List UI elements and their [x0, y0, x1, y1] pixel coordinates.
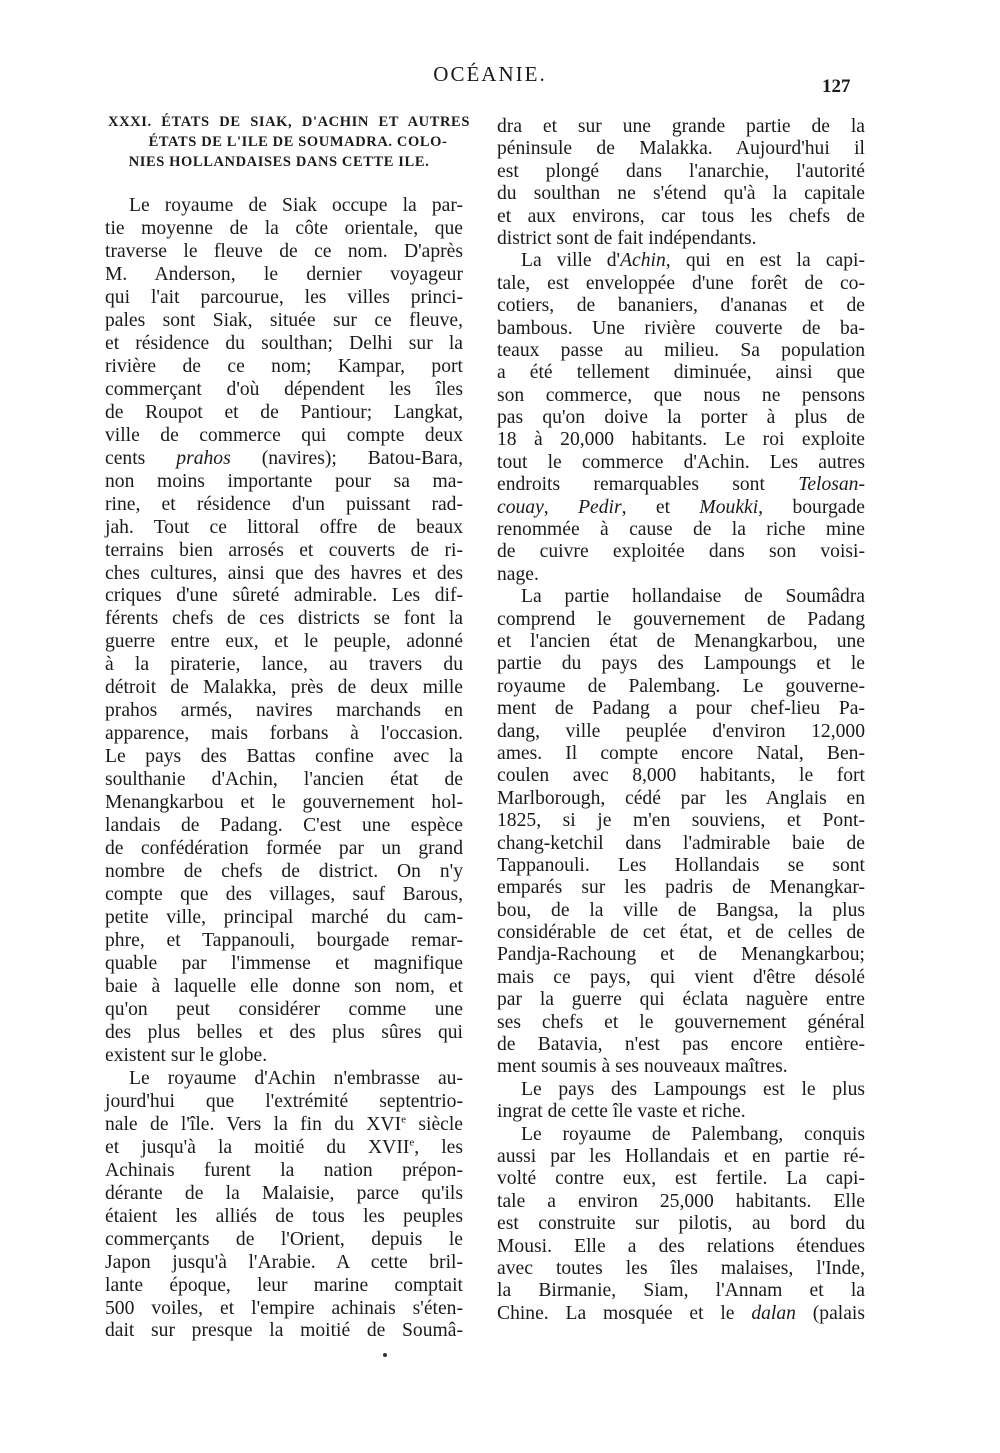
text-span: nale de l'île. Vers la fin du XVI: [105, 1113, 402, 1135]
text-line: quable par l'immense et magnifique: [105, 952, 463, 974]
text-span: siècle: [406, 1113, 463, 1135]
text-line: qui l'ait parcourue, les villes princi-: [105, 286, 463, 308]
text-line: baie à laquelle elle donne son nom, et: [105, 975, 463, 997]
text-line: ames. Il compte encore Natal, Ben-: [497, 742, 865, 764]
text-line: Le pays des Lampoungs est le plus: [521, 1078, 865, 1100]
text-line: [497, 474, 865, 496]
printer-mark: [383, 1353, 387, 1357]
text-line: apparence, mais forbans à l'occasion.: [105, 723, 463, 745]
superscript: e: [409, 1136, 415, 1149]
text-line: rivière de ce nom; Kampar, port: [105, 355, 463, 377]
text-line: par la guerre qui éclata naguère entre: [497, 989, 865, 1011]
text-line: aussi par les Hollandais et en partie ré-: [497, 1145, 865, 1167]
text-line: rine, et résidence d'un puissant rad-: [105, 493, 463, 515]
text-line: de Roupot et de Pantiour; Langkat,: [105, 401, 463, 423]
text-line: partie du pays des Lampoungs et le: [497, 653, 865, 675]
text-span: Chine. La mosquée et le: [497, 1302, 752, 1324]
heading-line: XXXI. ÉTATS DE SIAK, D'ACHIN ET AUTRES: [108, 114, 470, 130]
text-line: jourd'hui que l'extrémité septentrio-: [105, 1090, 463, 1112]
text-line: [497, 250, 865, 272]
text-line: à la piraterie, lance, au travers du: [105, 654, 463, 676]
text-line: détroit de Malakka, près de deux mille: [105, 677, 463, 699]
text-line: dang, ville peuplée d'environ 12,000: [497, 720, 865, 742]
text-line: tout le commerce d'Achin. Les autres: [497, 451, 865, 473]
text-line: ment de Padang a pour chef-lieu Pa-: [497, 698, 865, 720]
text-line: 1825, si je m'en souviens, et Pont-: [497, 810, 865, 832]
text-line: Le royaume de Siak occupe la par-: [129, 195, 463, 216]
italic-text: couay: [497, 496, 544, 518]
text-line: lante époque, leur marine comptait: [105, 1274, 463, 1296]
right-column: [497, 116, 865, 1325]
text-line: avec toutes les îles malaises, l'Inde,: [497, 1257, 865, 1279]
text-line: Le royaume de Palembang, conquis: [521, 1123, 865, 1145]
text-line: nage.: [497, 563, 539, 585]
running-title: OCÉANIE.: [433, 62, 547, 86]
text-line: et résidence du soulthan; Delhi sur la: [105, 332, 463, 354]
text-span: , et: [621, 496, 700, 518]
text-line: criques d'une sûreté admirable. Les dif-: [105, 585, 463, 607]
text-line: [105, 1114, 463, 1137]
text-line: pas qu'on doive la porter à plus de: [497, 407, 865, 429]
text-line: de cuivre exploitée dans son voisi-: [497, 541, 865, 563]
paragraph: [497, 586, 865, 1079]
text-line: et aux environs, car tous les chefs de: [497, 205, 865, 227]
text-line: chang-ketchil dans l'admirable baie de: [497, 832, 865, 854]
text-line: compte que des villages, sauf Barous,: [105, 884, 463, 906]
text-line: volté contre eux, est fertile. La capi-: [497, 1168, 865, 1190]
text-span: La ville d': [521, 250, 621, 272]
text-line: non moins importante pour sa ma-: [105, 470, 463, 492]
text-line: est plongé dans l'anarchie, l'autorité: [497, 160, 865, 182]
text-span: (palais: [795, 1302, 865, 1324]
text-line: royaume de Palembang. Le gouverne-: [497, 675, 865, 697]
italic-text: prahos: [176, 447, 231, 469]
text-line: son commerce, que nous ne pensons: [497, 384, 865, 406]
text-line: Achinais furent la nation prépon-: [105, 1159, 463, 1181]
text-line: Le pays des Battas confine avec la: [105, 746, 463, 768]
text-span: , qui en est la capi-: [665, 250, 865, 272]
text-line: commerçant d'où dépendent les îles: [105, 378, 463, 400]
text-span: endroits remarquables sont: [497, 474, 799, 496]
italic-text: Pedir: [578, 496, 622, 518]
text-line: pales sont Siak, située sur ce fleuve,: [105, 309, 463, 331]
superscript: e: [401, 1113, 406, 1126]
text-line: soulthanie d'Achin, l'ancien état de: [105, 769, 463, 791]
text-line: [497, 497, 865, 519]
text-line: étaient les alliés de tous les peuples: [105, 1205, 463, 1227]
page-number: 127: [822, 76, 851, 97]
text-line: mais ce pays, qui vient d'être désolé: [497, 966, 865, 988]
left-column: [105, 195, 463, 1343]
text-line: qu'on peut considérer comme une: [105, 998, 463, 1020]
text-line: M. Anderson, le dernier voyageur: [105, 263, 463, 285]
paragraph: [105, 195, 463, 1068]
italic-text: Telosan-: [798, 474, 865, 496]
text-line: tale a environ 25,000 habitants. Elle: [497, 1190, 865, 1212]
text-line: coulen avec 8,000 habitants, le fort: [497, 765, 865, 787]
text-line: [497, 1303, 865, 1325]
text-span: , les: [414, 1136, 464, 1158]
text-line: Japon jusqu'à l'Arabie. A cette bril-: [105, 1251, 463, 1273]
text-line: dait sur presque la moitié de Soumâ-: [105, 1320, 463, 1342]
text-line: district sont de fait indépendants.: [497, 227, 757, 249]
italic-text: Moukki: [699, 496, 759, 518]
text-line: est construite sur pilotis, au bord du: [497, 1213, 865, 1235]
heading-line: NIES HOLLANDAISES DANS CETTE ILE.: [128, 154, 430, 170]
text-line: terrains bien arrosés et couverts de ri-: [105, 539, 463, 561]
text-line: landais de Padang. C'est une espèce: [105, 815, 463, 837]
text-line: et l'ancien état de Menangkarbou, une: [497, 630, 865, 652]
text-line: Le royaume d'Achin n'embrasse au-: [129, 1067, 463, 1089]
text-span: , bourgade: [758, 496, 865, 518]
text-line: bambous. Une rivière couverte de ba-: [497, 317, 865, 339]
italic-text: dalan: [751, 1302, 796, 1324]
text-line: ment soumis à ses nouveaux maîtres.: [497, 1056, 788, 1078]
text-line: nombre de chefs de district. On n'y: [105, 861, 463, 883]
paragraph: [497, 116, 865, 250]
text-span: et jusqu'à la moitié du XVII: [105, 1136, 410, 1158]
text-line: existent sur le globe.: [105, 1044, 268, 1066]
text-line: [105, 1137, 463, 1160]
text-line: [105, 448, 463, 471]
text-line: Mousi. Elle a des relations étendues: [497, 1235, 865, 1257]
text-line: jah. Tout ce littoral offre de beaux: [105, 516, 463, 538]
text-line: prahos armés, navires marchands en: [105, 700, 463, 722]
italic-text: Achin: [620, 250, 666, 272]
text-line: comprend le gouvernement de Padang: [497, 608, 865, 630]
text-line: Menangkarbou et le gouvernement hol-: [105, 792, 463, 814]
text-line: guerre entre eux, et le peuple, adonné: [105, 631, 463, 653]
text-line: teaux passe au milieu. Sa population: [497, 339, 865, 361]
text-line: considérable de cet état, et de celles de: [497, 922, 865, 944]
paragraph: [105, 1068, 463, 1344]
text-line: petite ville, principal marché du cam-: [105, 907, 463, 929]
text-line: a été tellement diminuée, ainsi que: [497, 362, 865, 384]
paragraph: [497, 1124, 865, 1326]
heading-line: ÉTATS DE L'ILE DE SOUMADRA. COLO-: [148, 134, 448, 150]
text-line: la Birmanie, Siam, l'Annam et la: [497, 1280, 865, 1302]
text-line: emparés sur les padris de Menangkar-: [497, 877, 865, 899]
paragraph: [497, 1079, 865, 1124]
text-line: de confédération formée par un grand: [105, 838, 463, 860]
text-line: tie moyenne de la côte orientale, que: [105, 217, 463, 239]
text-line: renommée à cause de la riche mine: [497, 519, 865, 541]
text-line: Pandja-Rachoung et de Menangkarbou;: [497, 944, 865, 966]
text-line: ingrat de cette île vaste et riche.: [497, 1101, 746, 1123]
text-line: 18 à 20,000 habitants. Le roi exploite: [497, 429, 865, 451]
text-line: commerçants de l'Orient, depuis le: [105, 1228, 463, 1250]
text-line: ses chefs et le gouvernement général: [497, 1011, 865, 1033]
text-line: de Batavia, n'est pas encore entière-: [497, 1034, 865, 1056]
text-line: péninsule de Malakka. Aujourd'hui il: [497, 138, 865, 160]
text-line: La partie hollandaise de Soumâdra: [521, 586, 865, 608]
text-span: (navires); Batou-Bara,: [230, 447, 463, 469]
text-line: ville de commerce qui compte deux: [105, 424, 463, 446]
text-line: du soulthan ne s'étend qu'à la capitale: [497, 183, 865, 205]
text-span: cents: [105, 447, 177, 469]
text-line: Marlborough, cédé par les Anglais en: [497, 787, 865, 809]
text-line: Tappanouli. Les Hollandais se sont: [497, 854, 865, 876]
text-line: férents chefs de ces districts se font la: [105, 608, 463, 630]
text-line: tale, est enveloppée d'une forêt de co-: [497, 272, 865, 294]
text-line: 500 voiles, et l'empire achinais s'éten-: [105, 1297, 463, 1319]
text-line: bou, de la ville de Bangsa, la plus: [497, 899, 865, 921]
text-line: traverse le fleuve de ce nom. D'après: [105, 240, 463, 262]
text-line: des plus belles et des plus sûres qui: [105, 1021, 463, 1043]
section-heading: [108, 112, 470, 172]
text-line: ches cultures, ainsi que des havres et des: [105, 562, 463, 584]
text-span: ,: [543, 496, 579, 518]
text-line: cotiers, de bananiers, d'ananas et de: [497, 295, 865, 317]
text-line: dra et sur une grande partie de la: [497, 116, 865, 137]
text-line: phre, et Tappanouli, bourgade remar-: [105, 930, 463, 951]
text-line: dérante de la Malaisie, parce qu'ils: [105, 1182, 463, 1204]
paragraph: [497, 250, 865, 586]
